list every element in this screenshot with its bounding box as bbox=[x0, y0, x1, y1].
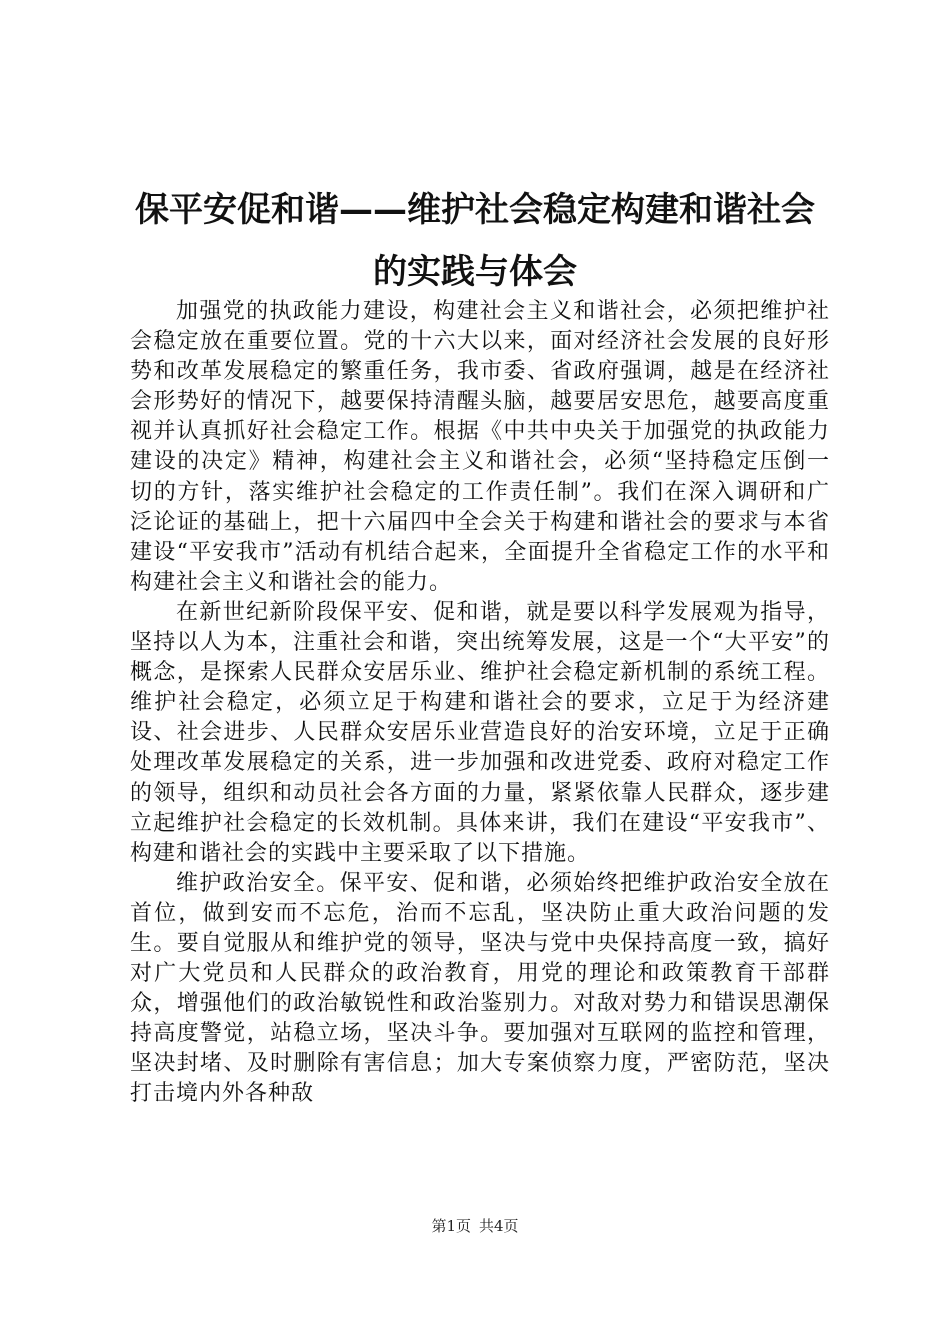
document-title-line-2: 的实践与体会 bbox=[373, 252, 577, 292]
paragraph: 维护政治安全。保平安、促和谐，必须始终把维护政治安全放在首位，做到安而不忘危，治而不忘乱，坚决防止重大政治问题的发生。要自觉服从和维护党的领导，坚决与党中央保持高度一致，搞好对广大党员和人民群众的政治教育，用党的理论和政策教育干部群众，增强他们的政治敏锐性和政治鉴别力。对敌对势力和错误思潮保持高度警觉，站稳立场，坚决斗争。要加强对互联网的监控和管理，坚决封堵、及时删除有害信息；加大专案侦察力度，严密防范，坚决打击境内外各种敌 bbox=[130, 870, 830, 1107]
document-body bbox=[130, 297, 830, 1110]
page-footer bbox=[0, 1216, 950, 1236]
page-number: 第1页 bbox=[431, 1217, 471, 1235]
paragraph: 在新世纪新阶段保平安、促和谐，就是要以科学发展观为指导，坚持以人为本，注重社会和谐，突出统筹发展，这是一个“大平安”的概念，是探索人民群众安居乐业、维护社会稳定新机制的系统工程。维护社会稳定，必须立足于构建和谐社会的要求，立足于为经济建设、社会进步、人民群众安居乐业营造良好的治安环境，立足于正确处理改革发展稳定的关系，进一步加强和改进党委、政府对稳定工作的领导，组织和动员社会各方面的力量，紧紧依靠人民群众，逐步建立起维护社会稳定的长效机制。具体来讲，我们在建设“平安我市”、构建和谐社会的实践中主要采取了以下措施。 bbox=[130, 599, 830, 866]
document-title-line-1: 保平安促和谐——维护社会稳定构建和谐社会 bbox=[135, 190, 815, 230]
paragraph: 加强党的执政能力建设，构建社会主义和谐社会，必须把维护社会稳定放在重要位置。党的十六大以来，面对经济社会发展的良好形势和改革发展稳定的繁重任务，我市委、省政府强调，越是在经济社会形势好的情况下，越要保持清醒头脑，越要居安思危，越要高度重视并认真抓好社会稳定工作。根据《中共中央关于加强党的执政能力建设的决定》精神，构建社会主义和谐社会，必须“坚持稳定压倒一切的方针，落实维护社会稳定的工作责任制”。我们在深入调研和广泛论证的基础上，把十六届四中全会关于构建和谐社会的要求与本省建设“平安我市”活动有机结合起来，全面提升全省稳定工作的水平和构建社会主义和谐社会的能力。 bbox=[130, 299, 830, 595]
page-total: 共4页 bbox=[479, 1217, 519, 1235]
